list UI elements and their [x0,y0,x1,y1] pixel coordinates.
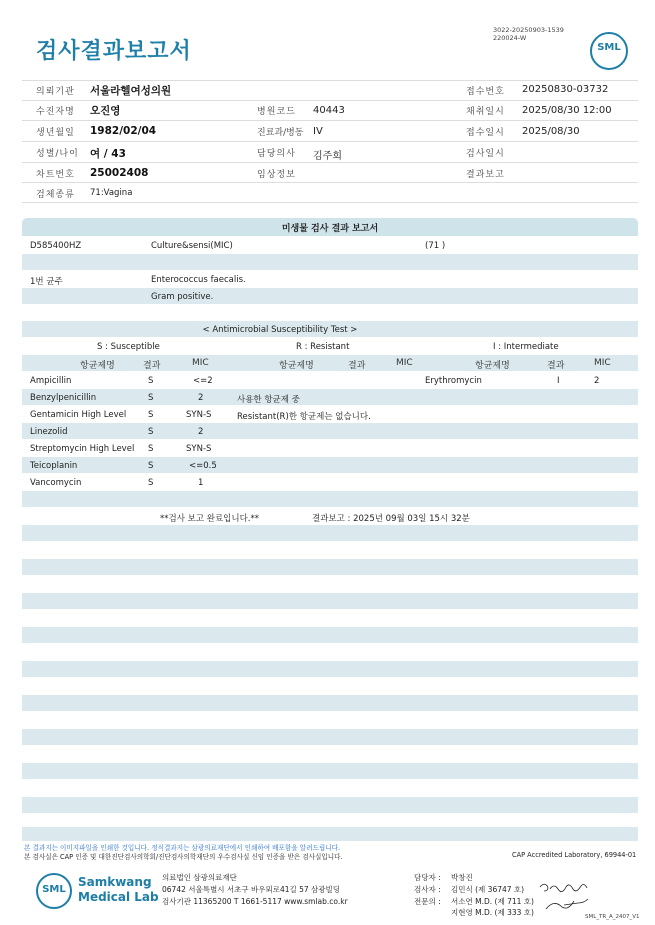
drug-mic: 2 [198,427,204,437]
hospital-code-value: 40443 [313,105,345,116]
divider [22,162,638,163]
row-band [22,457,638,473]
col-result: 결과 [143,361,161,371]
col-drug: 항균제명 [279,361,314,371]
drug-result: S [148,444,154,454]
hospital-value: 서울라헬여성의원 [90,85,172,97]
col-result: 결과 [348,361,366,371]
tester-label: 검사자 : [414,885,441,894]
col-mic: MIC [594,358,611,368]
tester-value: 김민식 (제 36747 호) [451,885,525,894]
row-band [22,423,638,439]
name-label: 수진자명 [36,107,75,117]
drug-name: Gentamicin High Level [30,410,127,420]
row-band [22,288,638,304]
drug-name: Linezolid [30,427,68,437]
legend-intermediate: I : Intermediate [493,342,559,352]
organism-name: Enterococcus faecalis. [151,275,246,285]
drug-result: S [148,393,154,403]
receipt-no-value: 20250830-03732 [522,84,609,95]
certification-notice: 본 검사실은 CAP 인증 및 대한진단검사의학회/진단검사의학재단의 우수검사실 신임 인증을 받은 검사실입니다. [24,853,343,861]
collect-date-label: 채취일시 [466,107,505,117]
col-result: 결과 [547,361,565,371]
document-id-line2: 220024-W [493,34,527,42]
hospital-code-label: 병원코드 [257,107,296,117]
drug-result: I [557,376,560,386]
doctor-label: 담당의사 [257,149,296,159]
drug-mic: 2 [594,376,600,386]
micro-header: 미생물 검사 결과 보고서 [281,224,379,234]
test-date-label: 검사일시 [466,149,505,159]
row-band [22,729,638,745]
drug-result: S [148,427,154,437]
cap-accreditation: CAP Accredited Laboratory, 69944-01 [512,851,637,859]
sex-age-value: 여 / 43 [90,148,126,160]
image-notice: 본 결과지는 이미지파일을 인쇄한 것입니다. 정식결과지는 삼광의료재단에서 인쇄하여 배포함을 알려드립니다. [24,844,341,852]
legend-resistant: R : Resistant [296,342,350,352]
row-band [22,695,638,711]
specimen-label: 검체종류 [36,190,75,200]
report-time: 결과보고 : 2025년 09월 03일 15시 32분 [312,514,470,524]
receipt-date-value: 2025/08/30 [522,126,580,137]
drug-name: Ampicillin [30,376,72,386]
gram-stain: Gram positive. [151,292,214,302]
report-complete: **검사 보고 완료입니다.** [160,514,260,524]
doctor-value: 김주희 [313,151,342,162]
col-drug: 항균제명 [80,361,115,371]
legend-susceptible: S : Susceptible [97,342,160,352]
specialist-label: 전문의 : [414,897,441,906]
row-band [22,827,638,841]
document-id [493,26,564,42]
signature-icon [536,877,606,915]
receipt-no-label: 접수번호 [466,87,505,97]
chart-no-value: 25002408 [90,167,149,179]
org-contact: 검사기관 11365200 T 1661-5117 www.smlab.co.kr [162,897,348,906]
resistance-note: Resistant(R)한 항균제는 없습니다. [237,412,371,422]
row-band [22,661,638,677]
sml-footer-logo-text: SML [42,884,66,895]
specimen-value: 71:Vagina [90,188,133,198]
drug-mic: <=0.5 [189,461,217,471]
drug-result: S [148,478,154,488]
collect-date-value: 2025/08/30 12:00 [522,105,612,116]
sml-logo-text: SML [597,42,621,53]
row-band [22,559,638,575]
row-band [22,389,638,405]
specialist-value-1: 서소연 M.D. (제 711 호) [451,897,534,906]
drug-mic: 2 [198,393,204,403]
drug-name: Vancomycin [30,478,82,488]
divider [22,182,638,183]
chart-no-label: 차트번호 [36,170,75,180]
report-label: 결과보고 [466,170,505,180]
drug-name: Benzylpenicillin [30,393,97,403]
dob-label: 생년월일 [36,128,75,138]
org-name: 의료법인 삼광의료재단 [162,873,237,882]
row-band [22,593,638,609]
drug-mic: SYN-S [186,410,212,420]
dob-value: 1982/02/04 [90,125,157,137]
row-band [22,763,638,779]
resistance-note: 사용한 항균제 중 [237,395,300,405]
col-mic: MIC [396,358,413,368]
drug-result: S [148,410,154,420]
test-number: (71 ) [425,241,446,251]
drug-name: Teicoplanin [30,461,78,471]
divider [22,141,638,142]
row-band [22,525,638,541]
drug-mic: <=2 [193,376,213,386]
drug-mic: 1 [198,478,204,488]
page-title: 검사결과보고서 [36,39,192,64]
row-band [22,797,638,813]
manager-label: 담당자 : [414,873,441,882]
receipt-date-label: 접수일시 [466,128,505,138]
drug-result: S [148,376,154,386]
ast-title: < Antimicrobial Susceptibility Test > [202,325,358,335]
organism-label: 1번 균주 [30,277,63,287]
dept-label: 진료과/병동 [257,128,304,138]
manager-value: 박창진 [451,873,473,882]
test-code: D585400HZ [30,241,82,251]
name-value: 오진영 [90,105,121,117]
document-id-line1: 3022-20250903-1539 [493,26,564,34]
specialist-value-2: 지현영 M.D. (제 333 호) [451,908,534,917]
col-drug: 항균제명 [475,361,510,371]
sex-age-label: 성별/나이 [36,149,79,159]
drug-name: Erythromycin [425,376,482,386]
col-mic: MIC [192,358,209,368]
divider [22,100,638,101]
drug-result: S [148,461,154,471]
test-name: Culture&sensi(MIC) [151,241,233,251]
row-band [22,627,638,643]
brand-name-line1: Samkwang [78,875,152,889]
row-band [22,254,638,270]
divider [22,80,638,81]
divider [22,202,638,203]
form-code: SML_TR_A_2407_V1 [585,914,640,920]
org-address: 06742 서울특별시 서초구 바우뫼로41길 57 삼광빌딩 [162,885,341,894]
drug-name: Streptomycin High Level [30,444,135,454]
hospital-label: 의뢰기관 [36,87,75,97]
dept-value: IV [313,126,323,137]
clinical-label: 임상정보 [257,170,296,180]
divider [22,120,638,121]
brand-name-line2: Medical Lab [78,890,159,904]
drug-mic: SYN-S [186,444,212,454]
row-band [22,491,638,507]
